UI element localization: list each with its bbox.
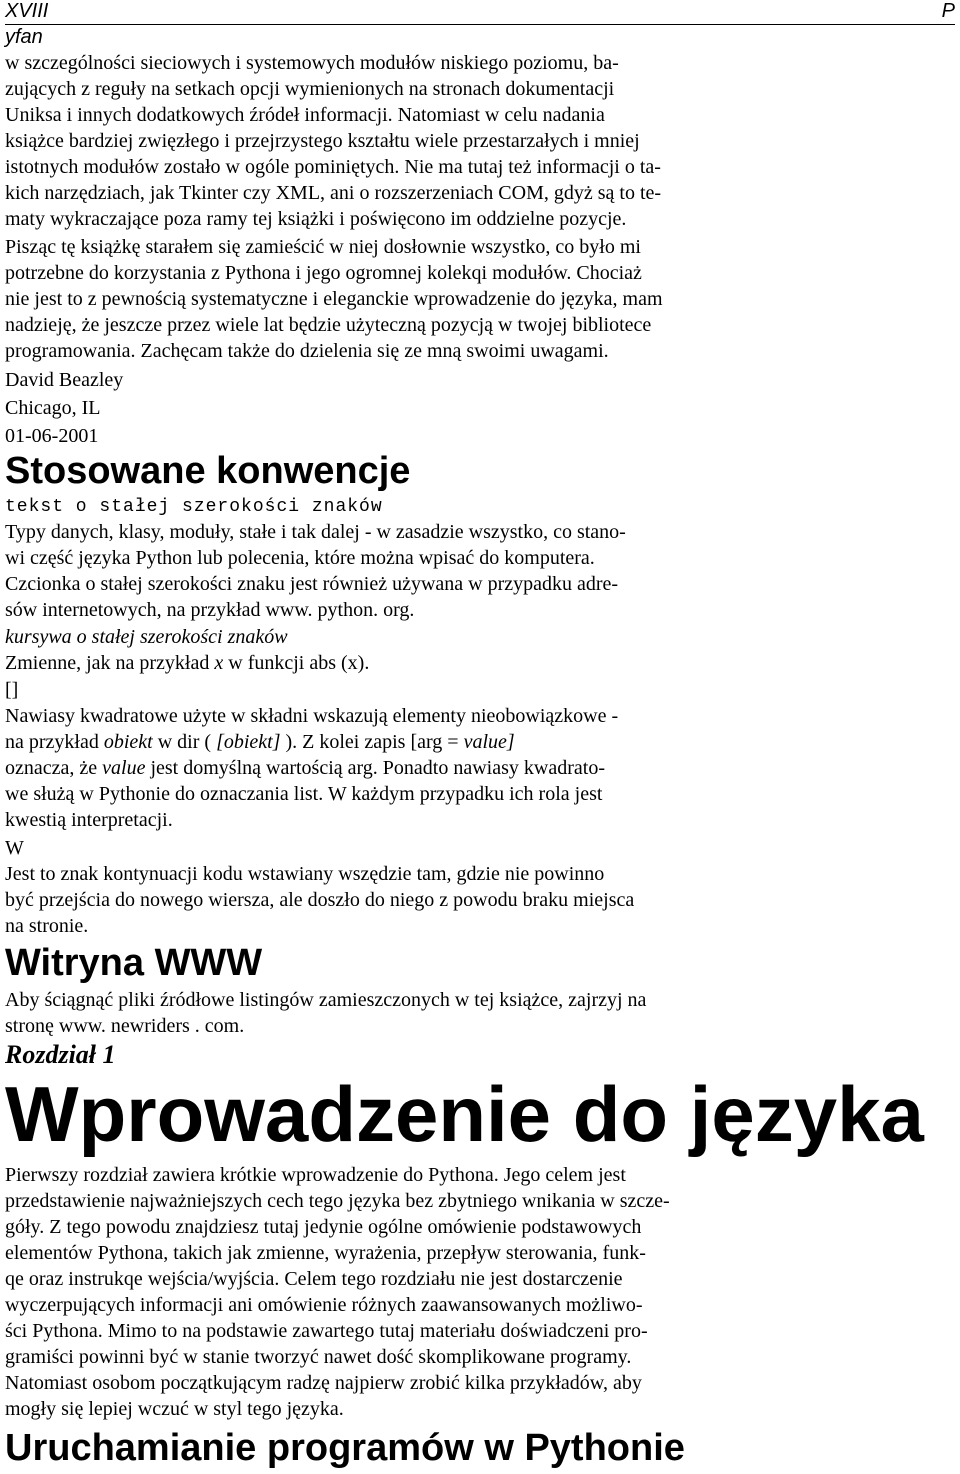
intro-line: Uniksa i innych dodatkowych źródeł informacji. Natomiast w celu nadania bbox=[5, 104, 605, 126]
section-heading-website: Witryna WWW bbox=[5, 942, 263, 984]
text-run: jest domyślną wartością arg. Ponadto nawiasy kwadrato- bbox=[145, 757, 605, 779]
convention-desc-line: kwestią interpretacji. bbox=[5, 809, 173, 831]
text-run: oznacza, że bbox=[5, 757, 103, 779]
convention-desc-line: być przejścia do nowego wiersza, ale doszło do niego z powodu braku miejsca bbox=[5, 889, 635, 911]
chapter-body-line: Natomiast osobom początkującym radzę najpierw zrobić kilka przykładów, aby bbox=[5, 1372, 642, 1394]
convention-desc-line: wi część języka Python lub polecenia, które można wpisać do komputera. bbox=[5, 547, 595, 569]
intro-line: Pisząc tę książkę starałem się zamieścić w niej dosłownie wszystko, co było mi bbox=[5, 236, 641, 258]
convention-desc-line: Nawiasy kwadratowe użyte w składni wskazują elementy nieobowiązkowe - bbox=[5, 705, 619, 727]
page-header-rule bbox=[5, 0, 955, 25]
text-run: w dir ( bbox=[152, 731, 217, 753]
chapter-body-line: gramiści powinni być w stanie tworzyć nawet dość skomplikowane programy. bbox=[5, 1346, 632, 1368]
website-line: stronę www. newriders . com. bbox=[5, 1015, 245, 1037]
convention-desc-line: na stronie. bbox=[5, 915, 89, 937]
chapter-body-line: qe oraz instrukqe wejścia/wyjścia. Celem tego rozdziału nie jest dostarczenie bbox=[5, 1268, 623, 1290]
chapter-body-line: mogły się lepiej wczuć w styl tego języka. bbox=[5, 1398, 344, 1420]
chapter-body-line: ści Pythona. Mimo to na podstawie zawartego tutaj materiału doświadczeni pro- bbox=[5, 1320, 648, 1342]
intro-line: nadzieję, że jeszcze przez wiele lat będzie użyteczną pozycją w twojej bibliotece bbox=[5, 314, 652, 336]
section-heading-running-programs: Uruchamianie programów w Pythonie bbox=[5, 1427, 685, 1469]
text-run: Zmienne, jak na przykład bbox=[5, 652, 215, 674]
convention-desc-line bbox=[5, 755, 605, 781]
convention-desc-line: Typy danych, klasy, moduły, stałe i tak dalej - w zasadzie wszystko, co stano- bbox=[5, 521, 626, 543]
header-right-letter: P bbox=[941, 0, 955, 22]
convention-desc-italic bbox=[5, 650, 369, 676]
chapter-body-line: Pierwszy rozdział zawiera krótkie wprowadzenie do Pythona. Jego celem jest bbox=[5, 1164, 626, 1186]
intro-line: nie jest to z pewnością systematyczne i eleganckie wprowadzenie do języka, mam bbox=[5, 288, 663, 310]
italic-term: value bbox=[102, 757, 146, 779]
text-run: ). Z kolei zapis [arg = bbox=[280, 731, 464, 753]
intro-line: potrzebne do korzystania z Pythona i jego ogromnej kolekqi modułów. Chociaż bbox=[5, 262, 642, 284]
intro-line: w szczególności sieciowych i systemowych modułów niskiego poziomu, ba- bbox=[5, 52, 619, 74]
italic-term: [obiekt] bbox=[216, 731, 281, 753]
intro-line: zujących z reguły na setkach opcji wymienionych na stronach dokumentacji bbox=[5, 78, 615, 100]
italic-variable: x bbox=[214, 652, 224, 674]
convention-term-mono: tekst o stałej szerokości znaków bbox=[5, 497, 383, 517]
chapter-body-line: wyczerpujących informacji ani omówienie różnych zaawansowanych możliwo- bbox=[5, 1294, 643, 1316]
convention-term-continuation: W bbox=[5, 837, 24, 859]
convention-desc-line: sów internetowych, na przykład www. python. org. bbox=[5, 599, 415, 621]
website-line: Aby ściągnąć pliki źródłowe listingów zamieszczonych w tej książce, zajrzyj na bbox=[5, 989, 647, 1011]
chapter-body-line: elementów Pythona, takich jak zmienne, wyrażenia, przepływ sterowania, funk- bbox=[5, 1242, 646, 1264]
convention-term-brackets: [] bbox=[5, 679, 19, 701]
convention-term-italic: kursywa o stałej szerokości znaków bbox=[5, 626, 288, 648]
convention-desc-line: Jest to znak kontynuacji kodu wstawiany wszędzie tam, gdzie nie powinno bbox=[5, 863, 605, 885]
intro-line: programowania. Zachęcam także do dzielenia się ze mną swoimi uwagami. bbox=[5, 340, 609, 362]
section-heading-conventions: Stosowane konwencje bbox=[5, 450, 411, 492]
author-name: David Beazley bbox=[5, 369, 124, 391]
intro-line: książce bardziej zwięzłego i przejrzystego kształtu wiele przestarzałych i mniej bbox=[5, 130, 640, 152]
author-place: Chicago, IL bbox=[5, 397, 101, 419]
italic-term: obiekt bbox=[103, 731, 153, 753]
intro-line: kich narzędziach, jak Tkinter czy XML, ani o rozszerzeniach COM, gdyż są to te- bbox=[5, 182, 662, 204]
convention-desc-line: we służą w Pythonie do oznaczania list. W każdym przypadku ich rola jest bbox=[5, 783, 603, 805]
chapter-body-line: góły. Z tego powodu znajdziesz tutaj jedynie ogólne omówienie podstawowych bbox=[5, 1216, 642, 1238]
text-run: na przykład bbox=[5, 731, 104, 753]
intro-line: maty wykraczające poza ramy tej książki i poświęcono im oddzielne pozycje. bbox=[5, 208, 627, 230]
chapter-body-line: przedstawienie najważniejszych cech tego języka bez zbytniego wnikania w szcze- bbox=[5, 1190, 670, 1212]
chapter-label: Rozdział 1 bbox=[5, 1040, 116, 1069]
page-number: XVIII bbox=[5, 0, 49, 22]
convention-desc-line: Czcionka o stałej szerokości znaku jest również używana w przypadku adre- bbox=[5, 573, 619, 595]
italic-term: value] bbox=[463, 731, 515, 753]
intro-line: istotnych modułów zostało w ogóle pominiętych. Nie ma tutaj też informacji o ta- bbox=[5, 156, 661, 178]
convention-desc-line bbox=[5, 729, 515, 755]
author-date: 01-06-2001 bbox=[5, 425, 99, 447]
running-head: yfan bbox=[5, 26, 43, 48]
chapter-title: Wprowadzenie do języka bbox=[5, 1070, 924, 1158]
text-run: w funkcji abs (x). bbox=[223, 652, 370, 674]
